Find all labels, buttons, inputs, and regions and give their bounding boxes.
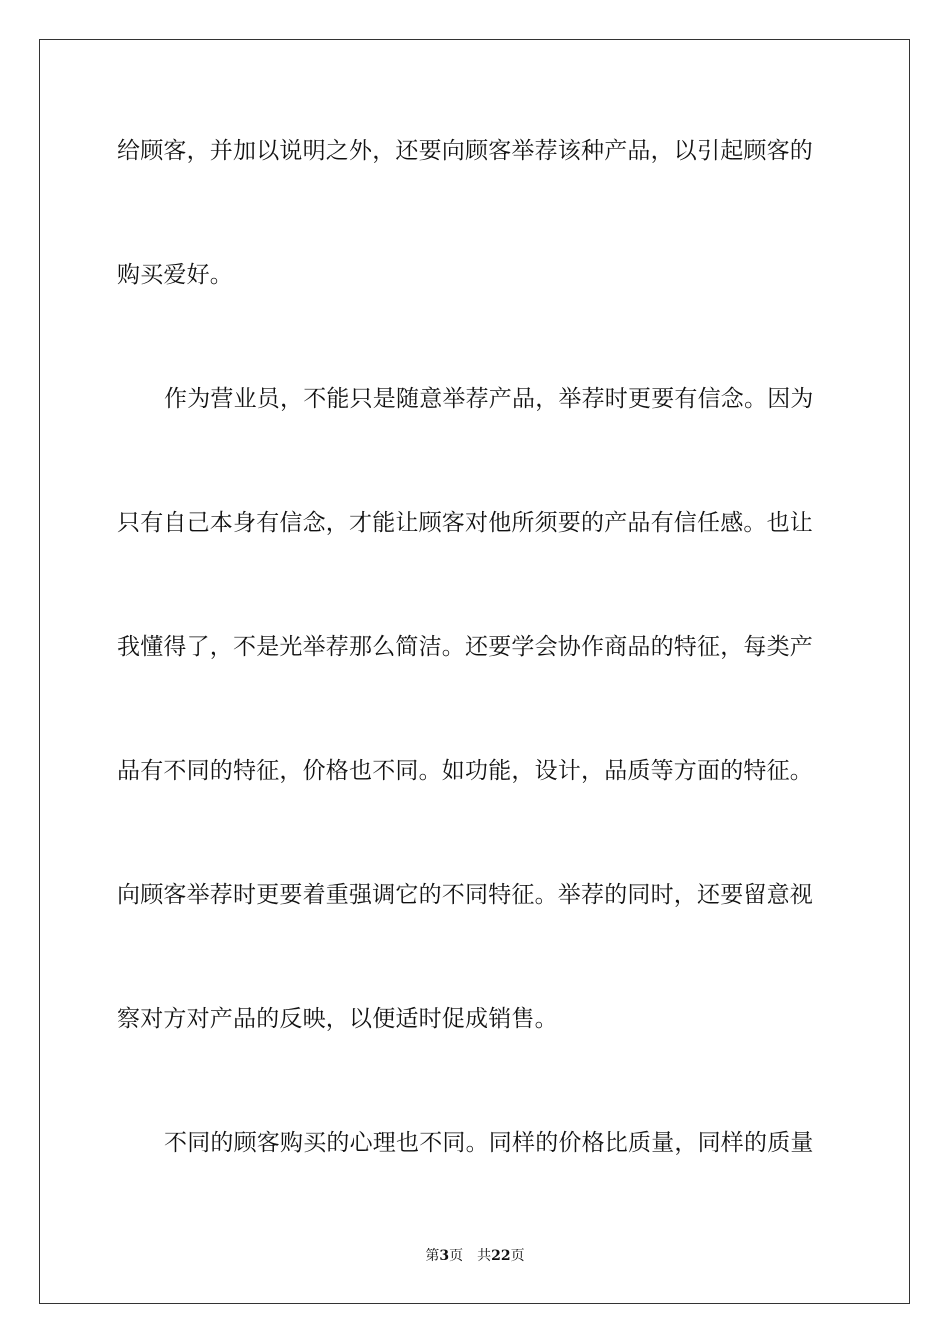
paragraph-line-7: 向顾客举荐时更要着重强调它的不同特征。举荐的同时，还要留意视 bbox=[117, 882, 813, 908]
paragraph-line-3: 作为营业员，不能只是随意举荐产品，举荐时更要有信念。因为 bbox=[164, 386, 814, 412]
footer-total-suffix: 页 bbox=[510, 1248, 525, 1264]
paragraph-line-5: 我懂得了，不是光举荐那么简洁。还要学会协作商品的特征，每类产 bbox=[117, 634, 813, 660]
paragraph-line-2: 购买爱好。 bbox=[117, 262, 233, 288]
page-border bbox=[39, 39, 910, 1304]
footer-page-prefix: 第 bbox=[425, 1248, 440, 1264]
paragraph-line-1: 给顾客，并加以说明之外，还要向顾客举荐该种产品，以引起顾客的 bbox=[117, 138, 813, 164]
paragraph-line-8: 察对方对产品的反映，以便适时促成销售。 bbox=[117, 1006, 558, 1032]
paragraph-line-9: 不同的顾客购买的心理也不同。同样的价格比质量，同样的质量 bbox=[164, 1130, 814, 1156]
paragraph-line-6: 品有不同的特征，价格也不同。如功能，设计，品质等方面的特征。 bbox=[117, 758, 813, 784]
paragraph-line-4: 只有自己本身有信念，才能让顾客对他所须要的产品有信任感。也让 bbox=[117, 510, 813, 536]
footer-page-number: 3 bbox=[439, 1248, 450, 1264]
footer-total-pages: 22 bbox=[491, 1248, 511, 1264]
page-footer bbox=[0, 1247, 950, 1265]
footer-total-prefix: 共 bbox=[477, 1248, 492, 1264]
footer-page-suffix: 页 bbox=[449, 1248, 464, 1264]
